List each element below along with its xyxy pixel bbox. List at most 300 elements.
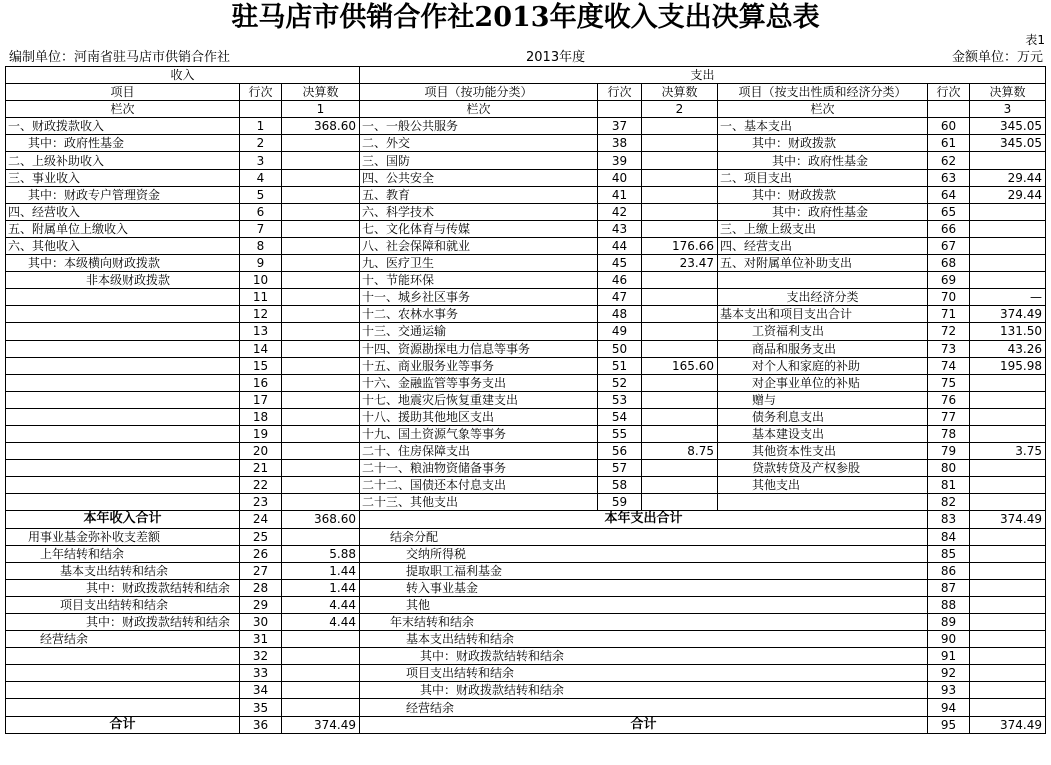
- func-amount: [642, 220, 718, 237]
- func-amount: [642, 135, 718, 152]
- expense-amount: [970, 614, 1046, 631]
- econ-row-no: 72: [928, 323, 970, 340]
- table-row: [6, 357, 1046, 374]
- econ-item: 四、经营支出: [718, 237, 928, 254]
- budget-table: [5, 66, 1046, 734]
- func-amount: 176.66: [642, 237, 718, 254]
- income-item: 二、上级补助收入: [6, 152, 240, 169]
- expense-amount: [970, 648, 1046, 665]
- income-item: 经营结余: [6, 631, 240, 648]
- func-item: 十一、城乡社区事务: [360, 289, 598, 306]
- econ-amount: [970, 220, 1046, 237]
- func-item: 八、社会保障和就业: [360, 237, 598, 254]
- income-row-no: 13: [240, 323, 282, 340]
- func-row-no: 53: [598, 391, 642, 408]
- econ-item: 其中：政府性基金: [718, 152, 928, 169]
- col-amount: 决算数: [282, 84, 360, 101]
- econ-item: 其中：政府性基金: [718, 203, 928, 220]
- econ-item: 其他支出: [718, 477, 928, 494]
- income-amount: [282, 323, 360, 340]
- table-row: [6, 579, 1046, 596]
- econ-row-no: 75: [928, 374, 970, 391]
- income-amount: [282, 443, 360, 460]
- table-row: [6, 460, 1046, 477]
- table-row: [6, 408, 1046, 425]
- expense-item: 经营结余: [360, 699, 928, 716]
- table-row: [6, 118, 1046, 135]
- econ-item: 工资福利支出: [718, 323, 928, 340]
- expense-grand-total-label: 合计: [360, 716, 928, 733]
- econ-item: 对企事业单位的补贴: [718, 374, 928, 391]
- econ-item: [718, 272, 928, 289]
- econ-row-no: 82: [928, 494, 970, 511]
- func-amount: [642, 374, 718, 391]
- income-amount: 368.60: [282, 118, 360, 135]
- func-amount: [642, 340, 718, 357]
- total-row: [6, 511, 1046, 528]
- econ-row-no: 81: [928, 477, 970, 494]
- econ-amount: 131.50: [970, 323, 1046, 340]
- income-row-no: 29: [240, 596, 282, 613]
- table-row: [6, 135, 1046, 152]
- income-row-no: 27: [240, 562, 282, 579]
- income-row-no: 16: [240, 374, 282, 391]
- income-item: 六、其他收入: [6, 237, 240, 254]
- income-amount: [282, 237, 360, 254]
- func-amount: [642, 408, 718, 425]
- table-row: [6, 289, 1046, 306]
- income-amount: [282, 357, 360, 374]
- col-row-no: 行次: [240, 84, 282, 101]
- econ-row-no: 61: [928, 135, 970, 152]
- econ-amount: [970, 203, 1046, 220]
- grand-total-row: [6, 716, 1046, 733]
- econ-amount: 29.44: [970, 186, 1046, 203]
- income-row-no: 21: [240, 460, 282, 477]
- econ-item: 商品和服务支出: [718, 340, 928, 357]
- expense-amount: [970, 682, 1046, 699]
- income-amount: 4.44: [282, 596, 360, 613]
- table-number: 表1: [1025, 33, 1045, 47]
- income-row-no: 5: [240, 186, 282, 203]
- table-row: [6, 152, 1046, 169]
- expense-total-no: 83: [928, 511, 970, 528]
- expense-amount: [970, 579, 1046, 596]
- expense-item: 年末结转和结余: [360, 614, 928, 631]
- amount-unit: 金额单位：万元: [951, 50, 1043, 65]
- income-row-no: 6: [240, 203, 282, 220]
- expense-row-no: 89: [928, 614, 970, 631]
- econ-row-no: 65: [928, 203, 970, 220]
- income-item: 上年结转和结余: [6, 545, 240, 562]
- func-row-no: 52: [598, 374, 642, 391]
- econ-amount: [970, 477, 1046, 494]
- econ-amount: 3.75: [970, 443, 1046, 460]
- econ-item: 基本支出和项目支出合计: [718, 306, 928, 323]
- table-row: [6, 255, 1046, 272]
- table-row: [6, 203, 1046, 220]
- income-row-no: 23: [240, 494, 282, 511]
- econ-item: 一、基本支出: [718, 118, 928, 135]
- func-item: 二、外交: [360, 135, 598, 152]
- func-row-no: 39: [598, 152, 642, 169]
- income-item: 其中：财政拨款结转和结余: [6, 614, 240, 631]
- expense-grand-total-no: 95: [928, 716, 970, 733]
- table-row: [6, 614, 1046, 631]
- econ-item: 支出经济分类: [718, 289, 928, 306]
- table-row: [6, 477, 1046, 494]
- func-item: 十五、商业服务业等事务: [360, 357, 598, 374]
- income-amount: [282, 631, 360, 648]
- econ-amount: 43.26: [970, 340, 1046, 357]
- func-item: 十、节能环保: [360, 272, 598, 289]
- income-row-no: 33: [240, 665, 282, 682]
- func-amount: [642, 169, 718, 186]
- table-row: [6, 665, 1046, 682]
- table-row: [6, 186, 1046, 203]
- income-item: [6, 289, 240, 306]
- func-item: 十二、农林水事务: [360, 306, 598, 323]
- income-item: [6, 648, 240, 665]
- income-item: [6, 408, 240, 425]
- econ-amount: [970, 494, 1046, 511]
- expense-row-no: 85: [928, 545, 970, 562]
- func-row-no: 49: [598, 323, 642, 340]
- income-grand-total-label: 合计: [6, 716, 240, 733]
- func-item: 一、一般公共服务: [360, 118, 598, 135]
- table-row: [6, 562, 1046, 579]
- income-item: 五、附属单位上缴收入: [6, 220, 240, 237]
- econ-amount: [970, 255, 1046, 272]
- func-row-no: 48: [598, 306, 642, 323]
- func-item: 二十二、国债还本付息支出: [360, 477, 598, 494]
- func-row-no: 50: [598, 340, 642, 357]
- income-row-no: 9: [240, 255, 282, 272]
- col-item: 项目: [6, 84, 240, 101]
- econ-row-no: 70: [928, 289, 970, 306]
- expense-amount: [970, 545, 1046, 562]
- col-label: 栏次: [360, 101, 598, 118]
- income-row-no: 3: [240, 152, 282, 169]
- func-row-no: 37: [598, 118, 642, 135]
- table-row: [6, 425, 1046, 442]
- income-row-no: 26: [240, 545, 282, 562]
- income-row-no: 2: [240, 135, 282, 152]
- income-total-label: 本年收入合计: [6, 511, 240, 528]
- expense-row-no: 87: [928, 579, 970, 596]
- expense-item: 基本支出结转和结余: [360, 631, 928, 648]
- col-row-no: 行次: [928, 84, 970, 101]
- col-index-2: 2: [642, 101, 718, 118]
- func-row-no: 55: [598, 425, 642, 442]
- income-grand-total-amount: 374.49: [282, 716, 360, 733]
- func-row-no: 57: [598, 460, 642, 477]
- income-row-no: 12: [240, 306, 282, 323]
- func-row-no: 38: [598, 135, 642, 152]
- income-row-no: 10: [240, 272, 282, 289]
- income-row-no: 20: [240, 443, 282, 460]
- expense-item: 项目支出结转和结余: [360, 665, 928, 682]
- func-amount: [642, 152, 718, 169]
- econ-item: 其他资本性支出: [718, 443, 928, 460]
- income-amount: [282, 408, 360, 425]
- econ-amount: 374.49: [970, 306, 1046, 323]
- table-row: [6, 374, 1046, 391]
- econ-amount: [970, 425, 1046, 442]
- income-item: 其中：本级横向财政拨款: [6, 255, 240, 272]
- table-row: [6, 340, 1046, 357]
- econ-row-no: 63: [928, 169, 970, 186]
- income-amount: 1.44: [282, 562, 360, 579]
- econ-item: 五、对附属单位补助支出: [718, 255, 928, 272]
- table-row: [6, 272, 1046, 289]
- econ-amount: 345.05: [970, 135, 1046, 152]
- income-item: [6, 391, 240, 408]
- table-row: [6, 682, 1046, 699]
- income-item: [6, 682, 240, 699]
- econ-amount: [970, 374, 1046, 391]
- econ-amount: [970, 460, 1046, 477]
- income-amount: [282, 203, 360, 220]
- table-row: [6, 494, 1046, 511]
- expense-row-no: 93: [928, 682, 970, 699]
- table-row: [6, 648, 1046, 665]
- table-row: [6, 545, 1046, 562]
- func-item: 四、公共安全: [360, 169, 598, 186]
- income-row-no: 34: [240, 682, 282, 699]
- econ-row-no: 78: [928, 425, 970, 442]
- fiscal-year: 2013年度: [526, 50, 586, 65]
- func-amount: [642, 118, 718, 135]
- income-amount: 5.88: [282, 545, 360, 562]
- income-row-no: 28: [240, 579, 282, 596]
- table-row: [6, 699, 1046, 716]
- econ-item: 债务利息支出: [718, 408, 928, 425]
- econ-row-no: 80: [928, 460, 970, 477]
- econ-item: 对个人和家庭的补助: [718, 357, 928, 374]
- econ-item: [718, 494, 928, 511]
- econ-amount: 345.05: [970, 118, 1046, 135]
- expense-item: 其中：财政拨款结转和结余: [360, 648, 928, 665]
- func-amount: [642, 391, 718, 408]
- income-item: [6, 425, 240, 442]
- income-item: 其中：财政拨款结转和结余: [6, 579, 240, 596]
- table-row: [6, 443, 1046, 460]
- income-item: 一、财政拨款收入: [6, 118, 240, 135]
- income-item: 用事业基金弥补收支差额: [6, 528, 240, 545]
- func-amount: [642, 460, 718, 477]
- expense-total-label: 本年支出合计: [360, 511, 928, 528]
- func-item: 二十三、其他支出: [360, 494, 598, 511]
- income-row-no: 25: [240, 528, 282, 545]
- expense-item: 其中：财政拨款结转和结余: [360, 682, 928, 699]
- expense-grand-total-amount: 374.49: [970, 716, 1046, 733]
- econ-amount: —: [970, 289, 1046, 306]
- col-amount: 决算数: [642, 84, 718, 101]
- income-amount: [282, 425, 360, 442]
- income-amount: [282, 460, 360, 477]
- econ-row-no: 76: [928, 391, 970, 408]
- econ-row-no: 62: [928, 152, 970, 169]
- func-amount: 8.75: [642, 443, 718, 460]
- income-row-no: 7: [240, 220, 282, 237]
- col-index-3: 3: [970, 101, 1046, 118]
- econ-amount: [970, 391, 1046, 408]
- func-row-no: 40: [598, 169, 642, 186]
- func-row-no: 41: [598, 186, 642, 203]
- expense-item: 交纳所得税: [360, 545, 928, 562]
- income-item: 基本支出结转和结余: [6, 562, 240, 579]
- econ-row-no: 68: [928, 255, 970, 272]
- income-row-no: 32: [240, 648, 282, 665]
- income-item: 非本级财政拨款: [6, 272, 240, 289]
- econ-row-no: 77: [928, 408, 970, 425]
- func-row-no: 56: [598, 443, 642, 460]
- func-row-no: 47: [598, 289, 642, 306]
- econ-row-no: 71: [928, 306, 970, 323]
- income-row-no: 31: [240, 631, 282, 648]
- expense-amount: [970, 562, 1046, 579]
- func-row-no: 43: [598, 220, 642, 237]
- func-item: 十六、金融监管等事务支出: [360, 374, 598, 391]
- econ-item: 基本建设支出: [718, 425, 928, 442]
- func-amount: [642, 289, 718, 306]
- expense-row-no: 84: [928, 528, 970, 545]
- func-item: 二十一、粮油物资储备事务: [360, 460, 598, 477]
- func-item: 九、医疗卫生: [360, 255, 598, 272]
- econ-item: 贷款转贷及产权参股: [718, 460, 928, 477]
- col-func-item: 项目（按功能分类）: [360, 84, 598, 101]
- func-amount: [642, 186, 718, 203]
- expense-item: 转入事业基金: [360, 579, 928, 596]
- econ-amount: [970, 272, 1046, 289]
- income-amount: 4.44: [282, 614, 360, 631]
- econ-amount: [970, 408, 1046, 425]
- income-item: [6, 665, 240, 682]
- expense-item: 其他: [360, 596, 928, 613]
- expense-row-no: 88: [928, 596, 970, 613]
- income-amount: 1.44: [282, 579, 360, 596]
- income-amount: [282, 699, 360, 716]
- table-row: [6, 306, 1046, 323]
- func-item: 六、科学技术: [360, 203, 598, 220]
- income-item: [6, 306, 240, 323]
- table-row: [6, 323, 1046, 340]
- income-amount: [282, 152, 360, 169]
- econ-row-no: 66: [928, 220, 970, 237]
- expense-total-amount: 374.49: [970, 511, 1046, 528]
- expense-item: 结余分配: [360, 528, 928, 545]
- income-item: [6, 340, 240, 357]
- expense-row-no: 94: [928, 699, 970, 716]
- income-row-no: 8: [240, 237, 282, 254]
- income-amount: [282, 494, 360, 511]
- func-amount: [642, 494, 718, 511]
- econ-row-no: 60: [928, 118, 970, 135]
- compiling-unit: 编制单位：河南省驻马店市供销合作社: [9, 50, 231, 65]
- econ-row-no: 73: [928, 340, 970, 357]
- income-header: 收入: [6, 67, 360, 84]
- expense-row-no: 92: [928, 665, 970, 682]
- income-amount: [282, 682, 360, 699]
- econ-item: 三、上缴上级支出: [718, 220, 928, 237]
- econ-row-no: 79: [928, 443, 970, 460]
- func-item: 三、国防: [360, 152, 598, 169]
- func-item: 十三、交通运输: [360, 323, 598, 340]
- income-grand-total-no: 36: [240, 716, 282, 733]
- table-row: [6, 528, 1046, 545]
- econ-item: 其中：财政拨款: [718, 135, 928, 152]
- table-row: [6, 237, 1046, 254]
- income-amount: [282, 186, 360, 203]
- income-item: 其中：政府性基金: [6, 135, 240, 152]
- func-row-no: 42: [598, 203, 642, 220]
- income-total-no: 24: [240, 511, 282, 528]
- expense-amount: [970, 699, 1046, 716]
- func-row-no: 44: [598, 237, 642, 254]
- income-amount: [282, 220, 360, 237]
- income-row-no: 11: [240, 289, 282, 306]
- econ-amount: 29.44: [970, 169, 1046, 186]
- func-row-no: 54: [598, 408, 642, 425]
- income-total-amount: 368.60: [282, 511, 360, 528]
- income-row-no: 15: [240, 357, 282, 374]
- income-amount: [282, 169, 360, 186]
- table-row: [6, 631, 1046, 648]
- income-item: [6, 494, 240, 511]
- col-label: 栏次: [6, 101, 240, 118]
- table-row: [6, 391, 1046, 408]
- func-row-no: 59: [598, 494, 642, 511]
- func-amount: [642, 306, 718, 323]
- income-amount: [282, 391, 360, 408]
- econ-item: 其中：财政拨款: [718, 186, 928, 203]
- income-item: [6, 443, 240, 460]
- func-amount: 23.47: [642, 255, 718, 272]
- func-amount: [642, 272, 718, 289]
- income-amount: [282, 255, 360, 272]
- func-row-no: 51: [598, 357, 642, 374]
- col-index-1: 1: [282, 101, 360, 118]
- econ-row-no: 74: [928, 357, 970, 374]
- income-row-no: 4: [240, 169, 282, 186]
- expense-amount: [970, 665, 1046, 682]
- page-title: 驻马店市供销合作社2013年度收入支出决算总表: [231, 2, 820, 33]
- func-item: 十九、国土资源气象等事务: [360, 425, 598, 442]
- income-amount: [282, 665, 360, 682]
- expense-row-no: 90: [928, 631, 970, 648]
- table-row: [6, 596, 1046, 613]
- income-item: 三、事业收入: [6, 169, 240, 186]
- income-amount: [282, 340, 360, 357]
- income-item: [6, 699, 240, 716]
- expense-amount: [970, 596, 1046, 613]
- income-amount: [282, 528, 360, 545]
- income-row-no: 1: [240, 118, 282, 135]
- income-amount: [282, 648, 360, 665]
- func-amount: [642, 323, 718, 340]
- func-row-no: 58: [598, 477, 642, 494]
- income-row-no: 22: [240, 477, 282, 494]
- expense-header: 支出: [360, 67, 1046, 84]
- econ-item: 二、项目支出: [718, 169, 928, 186]
- expense-row-no: 91: [928, 648, 970, 665]
- func-item: 二十、住房保障支出: [360, 443, 598, 460]
- table-row: [6, 220, 1046, 237]
- func-amount: 165.60: [642, 357, 718, 374]
- income-amount: [282, 306, 360, 323]
- econ-amount: [970, 237, 1046, 254]
